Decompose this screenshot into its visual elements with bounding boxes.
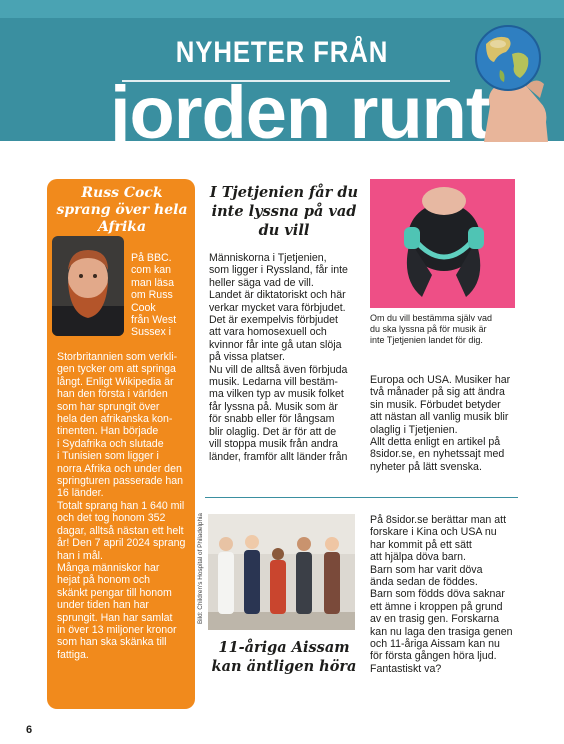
aissam-body-text: På 8sidor.se berättar man att forskare i Kina och USA nu har kommit på ett sätt att hjälpa döva barn. Barn som har varit döva ända sedan de föddes. Barn som födds döva saknar ett ämne i kroppen på grund av en trasig gen. Forskarna kan nu laga den trasiga genen och 11-åriga Aissam kan nu för första gången höra ljud. Fantastiskt va? <box>370 514 513 675</box>
headphones-photo-caption: Om du vill bestämma själv vad du ska lyssna på för musik är inte Tjetjenien landet för dig. <box>370 313 493 345</box>
article-title-chechnya-music: I Tjetjenien får du inte lyssna på vad du vill <box>209 184 359 239</box>
hand-holding-globe-image <box>456 14 560 142</box>
section-divider <box>205 497 518 498</box>
chechnya-continued-text: Europa och USA. Musiker har två månader på sig att ändra sin musik. Förbudet betyder att nästan all vanlig musik blir olaglig i Tjetjenien. Allt detta enligt en artikel på 8sidor.se, en nyhetssajt med nyheter på lätt svenska. <box>370 374 511 473</box>
article-title-russ-cook: Russ Cock sprang över hela Afrika <box>56 185 188 235</box>
article-title-aissam: 11-åriga Aissam kan äntligen höra <box>211 639 357 675</box>
russ-cook-portrait-image <box>52 236 124 336</box>
aissam-group-photo <box>208 514 355 630</box>
section-label: NYHETER FRÅN <box>175 36 389 69</box>
russ-cook-intro-text: På BBC. com kan man läsa om Russ Cook från West Sussex i <box>131 252 177 339</box>
russ-cook-body-text: Storbritannien som verkli- gen tycker om att springa långt. Enligt Wikipedia är han den första i världen som har sprungit över hela den afrikanska kon- tinenten. Han började i Sydafrika och slutade i Tunisien som ligger i norra Afrika och under den springturen passerade han 16 länder. Totalt sprang han 1 640 mil och det tog honom 352 dagar, alltså nästan ett helt år! Den 7 april 2024 sprang han i mål. Många människor har hejat på honom och skänkt pengar till honom under tiden han har sprungit. Han har samlat in över 13 miljoner kronor som han ska skänka till fattiga. <box>57 351 186 661</box>
photo-credit: Bild: Children's Hospital of Philadelphia <box>197 513 204 624</box>
page-title: jorden runt <box>110 71 490 154</box>
page-number: 6 <box>26 724 33 736</box>
headphones-photo <box>370 179 515 308</box>
chechnya-body-text: Människorna i Tjetjenien, som ligger i Ryssland, får inte heller säga vad de vill. Landet är diktatoriskt och här verkar mycket vara förbjudet. Det är exempelvis förbjudet att vara homosexuell och kvinnor får inte gå utan slöja på vissa platser. Nu vill de alltså även förbjuda musik. Ledarna vill bestäm- ma vilken typ av musik folket får lyssna på. Musik som är för snabb eller för långsam blir olaglig. Det är för att de vill stoppa musik från andra länder, framför allt länder från <box>209 252 348 463</box>
